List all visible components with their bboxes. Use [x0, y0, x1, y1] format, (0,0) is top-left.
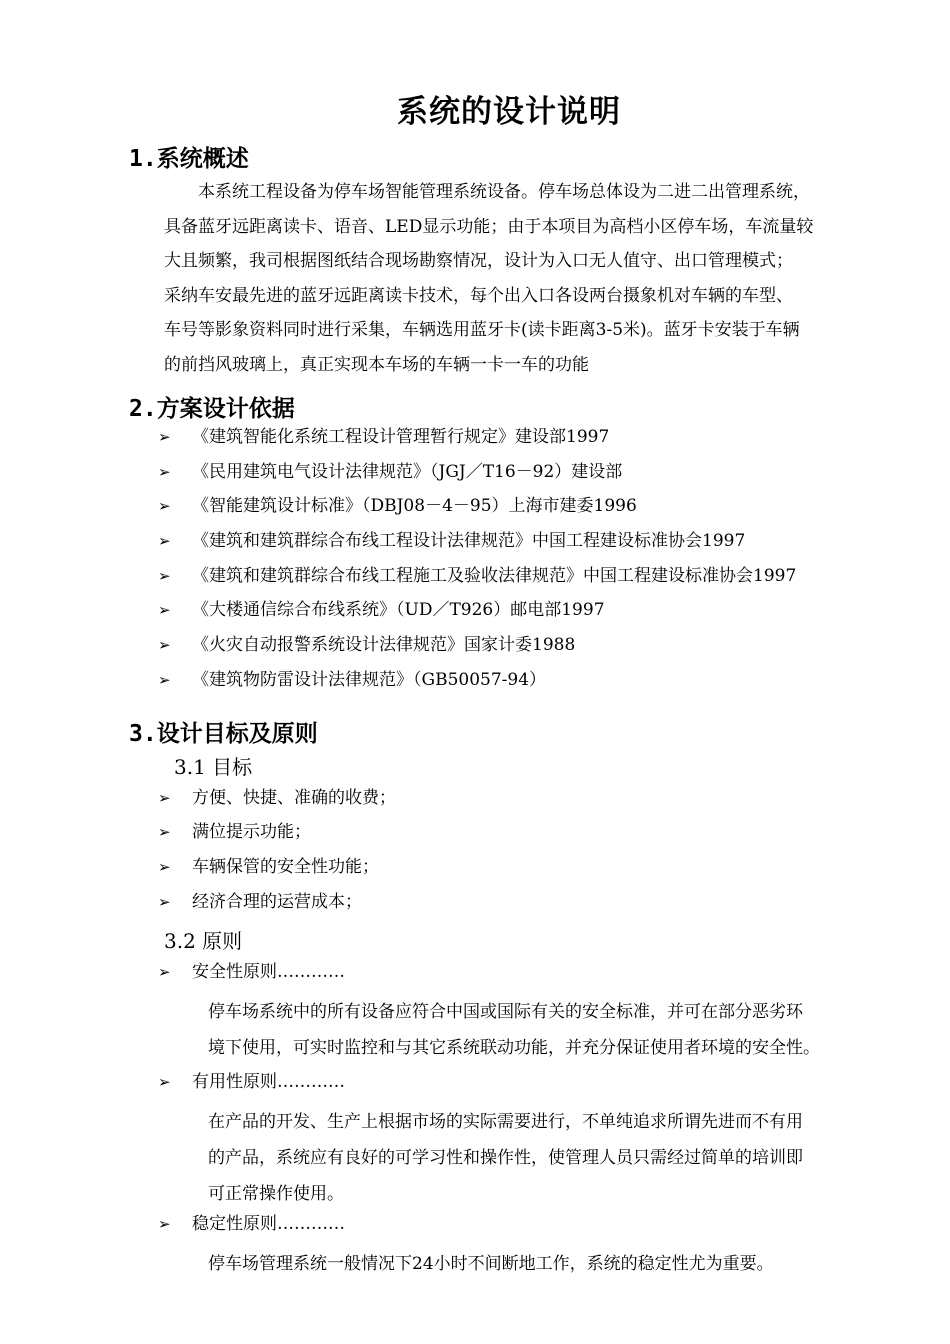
list-item	[158, 494, 637, 518]
list-item	[158, 564, 796, 588]
arrow-bullet-icon: ➢	[158, 497, 171, 515]
list-item	[158, 668, 546, 692]
subsection-3-1-heading: 3.1 目标	[174, 755, 253, 779]
principle-item	[158, 960, 345, 984]
section-1-number: 1.	[129, 146, 157, 172]
list-item-text: 《大楼通信综合布线系统》（UD／T926）邮电部1997	[192, 600, 605, 620]
principle-description	[208, 1246, 908, 1282]
paragraph-line: 大且频繁，我司根据图纸结合现场勘察情况，设计为入口无人值守、出口管理模式；	[164, 251, 793, 272]
list-item	[158, 529, 745, 553]
paragraph-line: 可正常操作使用。	[208, 1184, 344, 1204]
arrow-bullet-icon: ➢	[158, 823, 171, 841]
paragraph-line: 本系统工程设备为停车场智能管理系统设备。停车场总体设为二进二出管理系统，	[164, 182, 810, 202]
section-1-title: 系统概述	[156, 146, 249, 172]
subsection-3-2-heading: 3.2 原则	[164, 929, 243, 953]
section-3-title: 设计目标及原则	[156, 721, 318, 747]
document-title: 系统的设计说明	[397, 94, 621, 130]
list-item-text: 《智能建筑设计标准》（DBJ08－4－95）上海市建委1996	[192, 496, 637, 516]
list-item-text: 满位提示功能；	[192, 822, 311, 842]
arrow-bullet-icon: ➢	[158, 463, 171, 481]
paragraph-line: 采纳车安最先进的蓝牙远距离读卡技术，每个出入口各设两台摄象机对车辆的车型、	[164, 285, 793, 306]
arrow-bullet-icon: ➢	[158, 567, 171, 585]
list-item-text: 《建筑智能化系统工程设计管理暂行规定》建设部1997	[192, 427, 610, 447]
section-3-heading	[129, 715, 318, 748]
list-item	[158, 820, 311, 844]
principle-label: 稳定性原则…………	[192, 1214, 345, 1234]
section-2-title: 方案设计依据	[156, 396, 295, 422]
list-item-text: 《火灾自动报警系统设计法律规范》国家计委1988	[192, 635, 576, 655]
arrow-bullet-icon: ➢	[158, 671, 171, 689]
arrow-bullet-icon: ➢	[158, 858, 171, 876]
list-item-text: 《建筑和建筑群综合布线工程施工及验收法律规范》中国工程建设标准协会1997	[192, 566, 797, 586]
paragraph-line: 境下使用，可实时监控和与其它系统联动功能，并充分保证使用者环境的安全性。	[208, 1038, 820, 1058]
principle-item	[158, 1070, 345, 1094]
arrow-bullet-icon: ➢	[158, 532, 171, 550]
paragraph-line: 停车场系统中的所有设备应符合中国或国际有关的安全标准，并可在部分恶劣环	[208, 1002, 803, 1022]
arrow-bullet-icon: ➢	[158, 789, 171, 807]
paragraph-line: 停车场管理系统一般情况下24小时不间断地工作，系统的稳定性尤为重要。	[208, 1254, 774, 1274]
paragraph-line: 具备蓝牙远距离读卡、语音、LED显示功能；由于本项目为高档小区停车场，车流量较	[164, 216, 814, 237]
list-item	[158, 890, 362, 914]
list-item	[158, 460, 622, 484]
paragraph-line: 的前挡风玻璃上，真正实现本车场的车辆一卡一车的功能	[164, 354, 589, 375]
section-2-number: 2.	[129, 396, 157, 422]
section-2-heading	[129, 390, 295, 423]
principle-label: 有用性原则…………	[192, 1072, 345, 1092]
list-item	[158, 425, 609, 449]
arrow-bullet-icon: ➢	[158, 601, 171, 619]
list-item-text: 经济合理的运营成本；	[192, 892, 362, 912]
arrow-bullet-icon: ➢	[158, 428, 171, 446]
list-item-text: 《建筑和建筑群综合布线工程设计法律规范》中国工程建设标准协会1997	[192, 531, 746, 551]
section-1-paragraph	[164, 175, 904, 383]
principle-description	[208, 994, 908, 1066]
list-item	[158, 598, 605, 622]
arrow-bullet-icon: ➢	[158, 893, 171, 911]
principle-label: 安全性原则…………	[192, 962, 345, 982]
paragraph-line: 车号等影象资料同时进行采集，车辆选用蓝牙卡(读卡距离3-5米)。蓝牙卡安装于车辆	[164, 320, 800, 341]
arrow-bullet-icon: ➢	[158, 636, 171, 654]
section-1-heading	[129, 140, 249, 173]
list-item	[158, 855, 379, 879]
list-item	[158, 633, 575, 657]
list-item-text: 方便、快捷、准确的收费；	[192, 788, 396, 808]
arrow-bullet-icon: ➢	[158, 963, 171, 981]
paragraph-line: 的产品，系统应有良好的可学习性和操作性，使管理人员只需经过简单的培训即	[208, 1148, 803, 1168]
principle-description	[208, 1104, 908, 1212]
paragraph-line: 在产品的开发、生产上根据市场的实际需要进行，不单纯追求所谓先进而不有用	[208, 1112, 803, 1132]
arrow-bullet-icon: ➢	[158, 1073, 171, 1091]
list-item-text: 车辆保管的安全性功能；	[192, 857, 379, 877]
list-item-text: 《民用建筑电气设计法律规范》（JGJ／T16－92）建设部	[192, 462, 623, 482]
section-3-number: 3.	[129, 721, 157, 747]
list-item-text: 《建筑物防雷设计法律规范》（GB50057-94）	[192, 670, 547, 690]
arrow-bullet-icon: ➢	[158, 1215, 171, 1233]
principle-item	[158, 1212, 345, 1236]
list-item	[158, 786, 396, 810]
